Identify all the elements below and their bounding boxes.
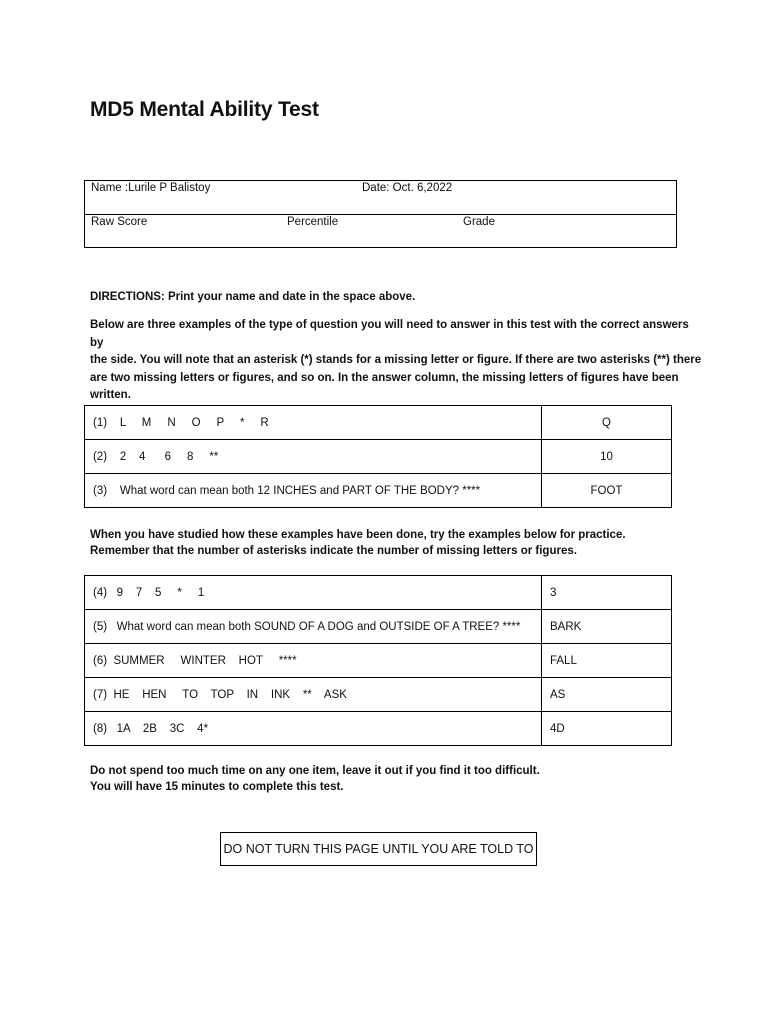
raw-score-label: Raw Score <box>91 216 148 228</box>
example-answer: Q <box>542 406 672 440</box>
closing-instructions <box>90 763 705 795</box>
practice-question: (6) SUMMER WINTER HOT **** <box>85 644 542 678</box>
practice-table <box>84 575 672 746</box>
directions-label: DIRECTIONS: <box>90 291 165 303</box>
practice-question: (4) 9 7 5 * 1 <box>85 576 542 610</box>
closing-line: Do not spend too much time on any one item, leave it out if you find it too difficult. <box>90 765 540 777</box>
notice-text: DO NOT TURN THIS PAGE UNTIL YOU ARE TOLD TO <box>223 842 534 856</box>
example-answer: FOOT <box>542 474 672 508</box>
info-divider <box>84 214 677 215</box>
directions-line <box>90 289 705 307</box>
practice-answer: AS <box>542 678 672 712</box>
practice-answer: FALL <box>542 644 672 678</box>
practice-intro-line: When you have studied how these examples have been done, try the examples below for practice. <box>90 529 626 541</box>
table-row <box>85 576 672 610</box>
directions-paragraph-line: Below are three examples of the type of question you will need to answer in this test with the correct answers by <box>90 319 689 349</box>
grade-label: Grade <box>463 216 495 228</box>
practice-question: (7) HE HEN TO TOP IN INK ** ASK <box>85 678 542 712</box>
directions-text: Print your name and date in the space above. <box>164 291 416 303</box>
directions-paragraph-line: the side. You will note that an asterisk (*) stands for a missing letter or figure. If there are two asterisks (**) there <box>90 354 702 366</box>
practice-question: (5) What word can mean both SOUND OF A DOG and OUTSIDE OF A TREE? **** <box>85 610 542 644</box>
practice-answer: BARK <box>542 610 672 644</box>
example-answer: 10 <box>542 440 672 474</box>
example-question: (3) What word can mean both 12 INCHES and PART OF THE BODY? **** <box>85 474 542 508</box>
table-row <box>85 712 672 746</box>
date-field: Date: Oct. 6,2022 <box>362 182 453 194</box>
directions-paragraph <box>90 317 705 405</box>
examples-table <box>84 405 672 508</box>
practice-question: (8) 1A 2B 3C 4* <box>85 712 542 746</box>
table-row <box>85 440 672 474</box>
directions-paragraph-line: are two missing letters or figures, and so on. In the answer column, the missing letters of figures have been written. <box>90 371 679 401</box>
notice-box <box>220 832 537 866</box>
practice-answer: 3 <box>542 576 672 610</box>
table-row <box>85 678 672 712</box>
practice-intro-line: Remember that the number of asterisks indicate the number of missing letters or figures. <box>90 545 577 557</box>
page-title: MD5 Mental Ability Test <box>90 98 319 121</box>
closing-line: You will have 15 minutes to complete this test. <box>90 781 344 793</box>
table-row <box>85 644 672 678</box>
name-field: Name :Lurile P Balistoy <box>91 182 211 194</box>
practice-answer: 4D <box>542 712 672 746</box>
practice-intro <box>90 527 705 559</box>
table-row <box>85 406 672 440</box>
table-row <box>85 474 672 508</box>
table-row <box>85 610 672 644</box>
example-question: (1) L M N O P * R <box>85 406 542 440</box>
percentile-label: Percentile <box>287 216 339 228</box>
example-question: (2) 2 4 6 8 ** <box>85 440 542 474</box>
